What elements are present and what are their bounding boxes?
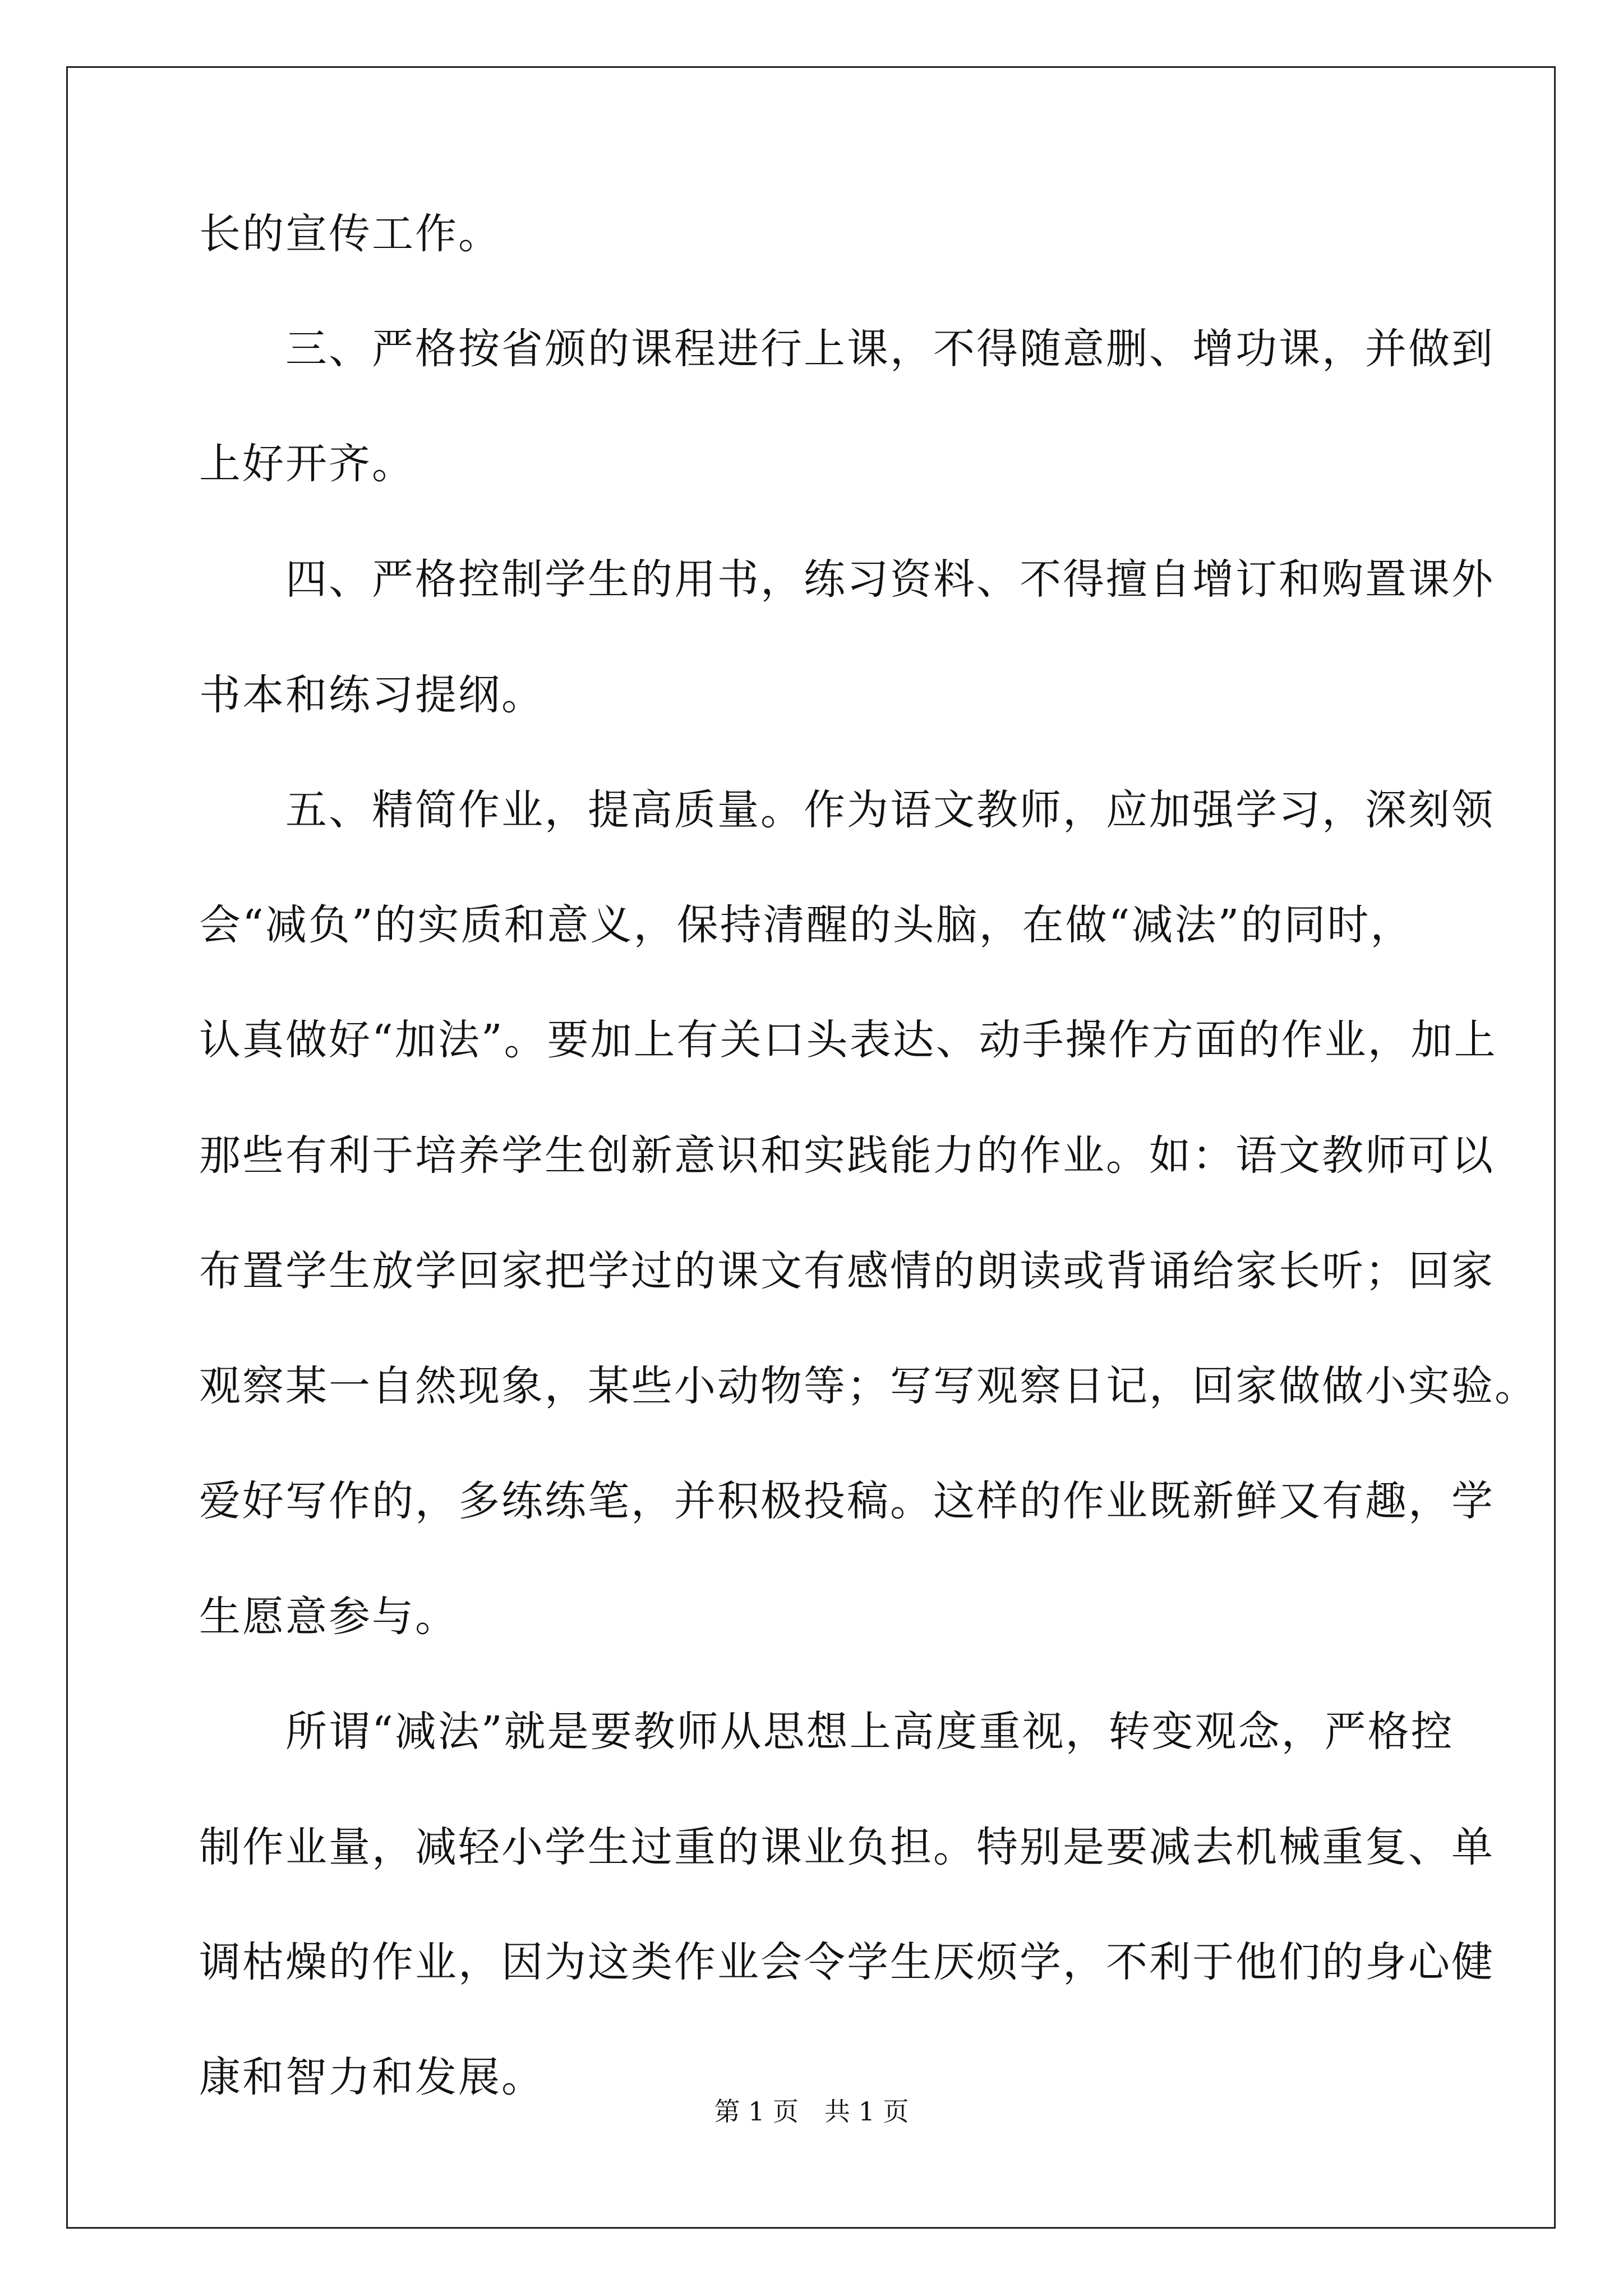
text-line: 生愿意参与。	[199, 1593, 458, 1641]
text-line: 观察某一自然现象，某些小动物等；写写观察日记，回家做做小实验。	[199, 1362, 1538, 1410]
text-line: 调枯燥的作业，因为这类作业会令学生厌烦学，不利于他们的身心健	[199, 1938, 1495, 1986]
text-line: 四、严格控制学生的用书，练习资料、不得擅自增订和购置课外	[199, 555, 1495, 604]
text-line: 认真做好“加法”。要加上有关口头表达、动手操作方面的作业，加上	[199, 1016, 1497, 1064]
text-line: 康和智力和发展。	[199, 2053, 545, 2101]
text-line: 布置学生放学回家把学过的课文有感情的朗读或背诵给家长听；回家	[199, 1247, 1495, 1295]
text-line: 书本和练习提纲。	[199, 671, 545, 719]
text-line: 上好开齐。	[199, 440, 415, 488]
text-line: 会“减负”的实质和意义，保持清醒的头脑，在做“减法”的同时，	[199, 901, 1414, 949]
text-line: 三、严格按省颁的课程进行上课，不得随意删、增功课，并做到	[199, 325, 1495, 373]
text-line: 制作业量，减轻小学生过重的课业负担。特别是要减去机械重复、单	[199, 1823, 1495, 1871]
text-line: 长的宣传工作。	[199, 210, 501, 258]
text-line: 那些有利于培养学生创新意识和实践能力的作业。如：语文教师可以	[199, 1131, 1495, 1180]
text-line: 所谓“减法”就是要教师从思想上高度重视，转变观念，严格控	[199, 1708, 1454, 1756]
text-line: 爱好写作的，多练练笔，并积极投稿。这样的作业既新鲜又有趣，学	[199, 1477, 1495, 1525]
text-line: 五、精简作业，提高质量。作为语文教师，应加强学习，深刻领	[199, 786, 1495, 834]
page-number-footer: 第 1 页 共 1 页	[714, 2096, 909, 2127]
